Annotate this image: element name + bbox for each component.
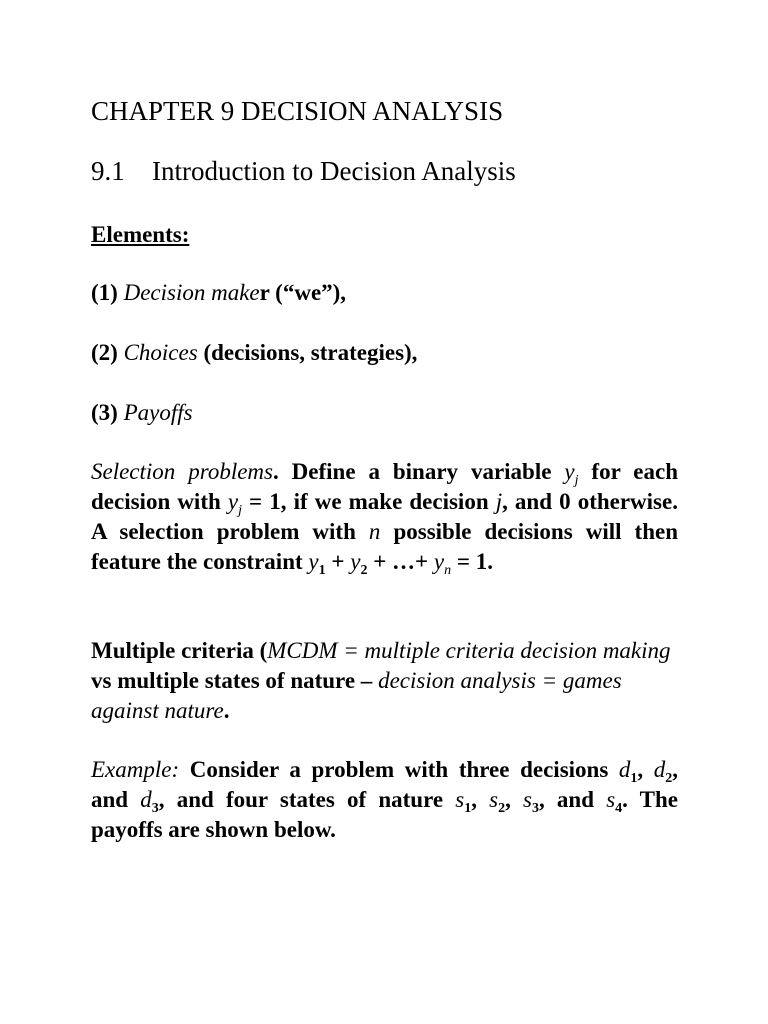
element-item-decision-maker: (1) Decision maker (“we”), (91, 280, 347, 305)
section-heading (91, 153, 678, 189)
element-item-choices: (2) Choices (decisions, strategies), (91, 340, 418, 365)
elements-heading: Elements: (91, 222, 190, 247)
selection-problems-paragraph: Selection problems. Define a binary variable $y_j$ for each decision with $y_j = 1$, if we make decision j, and 0 otherwise. A selection problem with n possible decisions will then feature the constraint $y_1 + y_2$ + …+ $y_n = 1$. (91, 459, 678, 578)
chapter-title: CHAPTER 9 DECISION ANALYSIS (91, 96, 504, 126)
element-item-payoffs: (3) Payoffs (91, 400, 193, 425)
section-title: Introduction to Decision Analysis (152, 156, 516, 186)
example-paragraph: Example: Consider a problem with three decisions $d_1$, $d_2$, and $d_3$, and four states of nature $s_1$, $s_2$, $s_3$, and $s_4$. The payoffs are shown below. (91, 757, 679, 842)
section-number: 9.1 (91, 156, 125, 186)
multiple-criteria-paragraph: Multiple criteria (MCDM = multiple criteria decision making vs multiple states of nature – decision analysis = games against nature. (91, 638, 671, 723)
